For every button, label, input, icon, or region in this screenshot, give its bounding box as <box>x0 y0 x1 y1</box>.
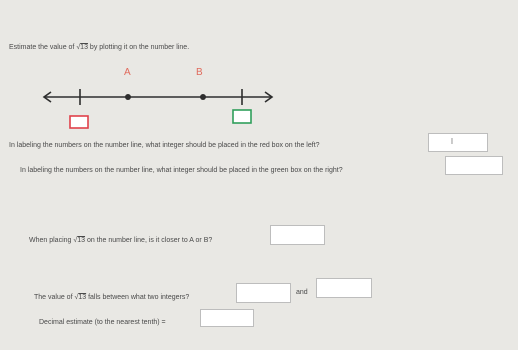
number-line <box>0 0 518 140</box>
prompt-right-box: In labeling the numbers on the number line, what integer should be placed in the green box on the right? <box>20 167 343 174</box>
question-prefix: Estimate the value of <box>9 44 75 51</box>
left-box-answer-field[interactable] <box>428 133 488 152</box>
point-a <box>125 94 131 100</box>
question-suffix: by plotting it on the number line. <box>89 44 190 51</box>
radicand: 13 <box>77 237 86 244</box>
radicand: 13 <box>80 44 88 51</box>
radical-sign: √ <box>76 44 81 51</box>
right-box-answer-field[interactable] <box>445 156 503 175</box>
label-b: B <box>196 67 203 78</box>
prompt-closer <box>29 236 212 245</box>
point-b <box>200 94 206 100</box>
between-low-answer-field[interactable] <box>236 283 291 303</box>
sqrt-expression <box>73 236 85 245</box>
right-box-marker <box>233 110 251 123</box>
radicand: 13 <box>78 294 87 301</box>
and-label: and <box>296 289 308 296</box>
left-box-marker <box>70 116 88 128</box>
prompt-between <box>34 293 189 302</box>
decimal-answer-field[interactable] <box>200 309 254 327</box>
radical-sign: √ <box>73 237 78 244</box>
between-high-answer-field[interactable] <box>316 278 372 298</box>
closer-prefix: When placing <box>29 237 72 244</box>
text-cursor-icon: I <box>450 137 454 146</box>
closer-answer-field[interactable] <box>270 225 325 245</box>
prompt-left-box: In labeling the numbers on the number line, what integer should be placed in the red box on the left? <box>9 142 320 149</box>
radical-sign: √ <box>74 294 79 301</box>
between-suffix: falls between what two integers? <box>88 294 190 301</box>
label-a: A <box>124 67 131 78</box>
closer-suffix: on the number line, is it closer to A or B? <box>86 237 213 244</box>
between-prefix: The value of <box>34 294 73 301</box>
sqrt-expression <box>74 293 86 302</box>
prompt-decimal: Decimal estimate (to the nearest tenth) = <box>39 319 166 326</box>
